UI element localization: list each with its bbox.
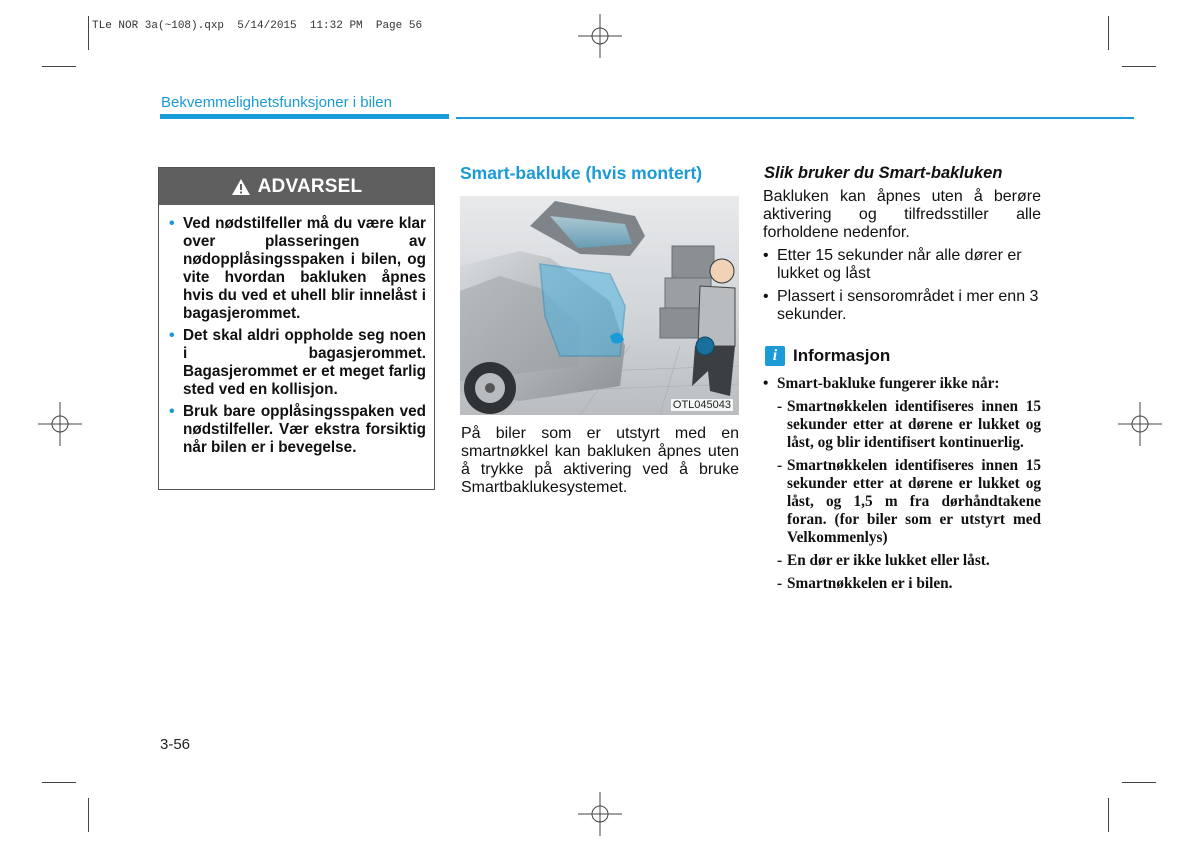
page-number: 3-56 xyxy=(160,736,191,753)
smart-tailgate-paragraph: På biler som er utstyrt med en smartnøkkel kan bakluken åpnes uten å trykke på aktivering ved å bruke Smartbaklukesystemet. xyxy=(461,425,739,496)
info-header xyxy=(765,346,890,366)
info-item: - Smartnøkkelen identifiseres innen 15 sekunder etter at dørene er lukket og låst, og blir identifisert kontinuerlig. xyxy=(763,398,1041,452)
image-code: OTL045043 xyxy=(672,399,731,411)
warning-item: • Bruk bare opplåsingsspaken ved nødstilfeller. Vær ekstra forsiktig når bilen er i bevegelse. xyxy=(169,403,426,457)
info-item: - En dør er ikke lukket eller låst. xyxy=(763,552,1041,570)
usage-heading: Slik bruker du Smart-bakluken xyxy=(764,164,1003,182)
warning-list xyxy=(159,205,434,457)
warning-item: • Det skal aldri oppholde seg noen i bagasjerommet. Bagasjerommet er et meget farlig sted ved en kollisjon. xyxy=(169,327,426,399)
section-title: Bekvemmelighetsfunksjoner i bilen xyxy=(161,94,392,111)
info-heading: Informasjon xyxy=(793,346,891,365)
warning-title: ADVARSEL xyxy=(257,175,363,197)
section-rule-thick xyxy=(160,114,449,119)
registration-mark-right xyxy=(1118,402,1162,446)
section-rule-thin xyxy=(456,117,1134,119)
print-slug: TLe NOR 3a(~108).qxp 5/14/2015 11:32 PM Page 56 xyxy=(92,20,423,32)
warning-triangle-icon xyxy=(231,178,251,196)
info-list xyxy=(763,398,1041,593)
warning-item: • Ved nødstilfeller må du være klar over plasseringen av nødopplåsingsspaken i bilen, og vite hvordan bakluken åpnes hvis du ved et uhell blir innelåst i bagasjerommet. xyxy=(169,215,426,323)
info-item: - Smartnøkkelen er i bilen. xyxy=(763,575,1041,593)
tailgate-illustration xyxy=(460,196,739,415)
usage-paragraph: Bakluken kan åpnes uten å berøre aktivering og tilfredsstiller alle forholdene nedenfor. xyxy=(763,188,1041,241)
usage-conditions-list xyxy=(763,247,1043,329)
warning-box xyxy=(158,167,435,490)
registration-mark-left xyxy=(38,402,82,446)
info-icon: i xyxy=(765,346,785,366)
usage-condition: • Etter 15 sekunder når alle dører er lukket og låst xyxy=(763,247,1043,283)
info-item: - Smartnøkkelen identifiseres innen 15 sekunder etter at dørene er lukket og låst, og 1,5 m fra dørhåndtakene foran. (for biler som er utstyrt med Velkommenlys) xyxy=(763,457,1041,547)
usage-condition: • Plassert i sensorområdet i mer enn 3 sekunder. xyxy=(763,288,1043,324)
registration-mark-top xyxy=(578,14,622,58)
smart-tailgate-heading: Smart-bakluke (hvis montert) xyxy=(460,163,703,183)
warning-header xyxy=(159,168,434,205)
info-body xyxy=(763,375,1041,598)
info-lead: • Smart-bakluke fungerer ikke når: xyxy=(763,375,1041,393)
registration-mark-bottom xyxy=(578,792,622,836)
